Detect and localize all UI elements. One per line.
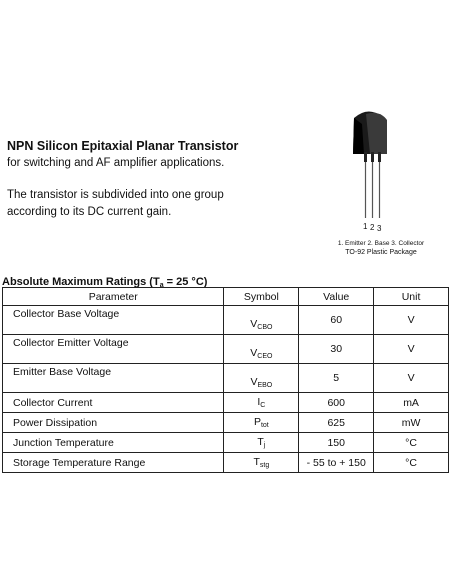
- table-row: [3, 335, 449, 364]
- ratings-title-prefix: Absolute Maximum Ratings (T: [2, 276, 160, 288]
- symbol-cell: [224, 433, 299, 453]
- symbol-subscript: C: [260, 402, 266, 409]
- symbol-letter: V: [250, 318, 258, 330]
- to92-package-illustration: [340, 106, 400, 234]
- symbol-subscript: CEO: [257, 353, 273, 360]
- symbol-letter: V: [250, 347, 258, 359]
- unit-cell: V: [374, 364, 449, 393]
- table-row: [3, 453, 449, 473]
- symbol-cell: [224, 413, 299, 433]
- table-row: [3, 433, 449, 453]
- column-header-unit: Unit: [374, 288, 449, 306]
- column-header-parameter: Parameter: [3, 288, 224, 306]
- value-cell: 30: [299, 335, 374, 364]
- package-name: TO-92 Plastic Package: [345, 249, 417, 256]
- parameter-cell: Storage Temperature Range: [3, 453, 224, 473]
- symbol-subscript: tot: [260, 422, 269, 429]
- symbol-cell: [224, 364, 299, 393]
- value-cell: - 55 to + 150: [299, 453, 374, 473]
- table-header-row: [3, 288, 449, 306]
- value-cell: 60: [299, 306, 374, 335]
- unit-cell: °C: [374, 453, 449, 473]
- symbol-cell: [224, 453, 299, 473]
- parameter-cell: Collector Emitter Voltage: [3, 335, 224, 364]
- symbol-letter: T: [257, 436, 264, 448]
- ratings-title-suffix: = 25 °C): [163, 276, 208, 288]
- symbol-subscript: EBO: [257, 382, 273, 389]
- table-row: [3, 306, 449, 335]
- page-title: NPN Silicon Epitaxial Planar Transistor: [7, 139, 239, 153]
- column-header-symbol: Symbol: [224, 288, 299, 306]
- parameter-cell: Emitter Base Voltage: [3, 364, 224, 393]
- parameter-cell: Collector Base Voltage: [3, 306, 224, 335]
- table-row: [3, 393, 449, 413]
- value-cell: 625: [299, 413, 374, 433]
- column-header-value: Value: [299, 288, 374, 306]
- unit-cell: mA: [374, 393, 449, 413]
- subtitle: for switching and AF amplifier applications.: [7, 157, 225, 169]
- table-row: [3, 413, 449, 433]
- ratings-title-sub: a: [159, 282, 164, 289]
- unit-cell: mW: [374, 413, 449, 433]
- pin-caption: 1. Emitter 2. Base 3. Collector: [337, 240, 425, 247]
- symbol-subscript: CBO: [257, 324, 273, 331]
- parameter-cell: Junction Temperature: [3, 433, 224, 453]
- symbol-cell: [224, 393, 299, 413]
- description-line-2: according to its DC current gain.: [7, 206, 172, 218]
- value-cell: 5: [299, 364, 374, 393]
- symbol-letter: V: [250, 376, 258, 388]
- symbol-letter: P: [253, 416, 261, 428]
- symbol-subscript: j: [263, 442, 266, 449]
- unit-cell: °C: [374, 433, 449, 453]
- symbol-letter: T: [253, 456, 260, 468]
- description-line-1: The transistor is subdivided into one group: [7, 189, 224, 201]
- table-row: [3, 364, 449, 393]
- value-cell: 600: [299, 393, 374, 413]
- unit-cell: V: [374, 335, 449, 364]
- symbol-subscript: stg: [259, 462, 270, 469]
- pin-label-1: 1: [363, 222, 368, 231]
- unit-cell: V: [374, 306, 449, 335]
- parameter-cell: Power Dissipation: [3, 413, 224, 433]
- parameter-cell: Collector Current: [3, 393, 224, 413]
- value-cell: 150: [299, 433, 374, 453]
- symbol-cell: [224, 335, 299, 364]
- pin-label-3: 3: [377, 224, 382, 233]
- symbol-cell: [224, 306, 299, 335]
- ratings-table: [2, 287, 449, 473]
- pin-label-2: 2: [370, 223, 375, 232]
- symbol-letter: I: [257, 396, 261, 408]
